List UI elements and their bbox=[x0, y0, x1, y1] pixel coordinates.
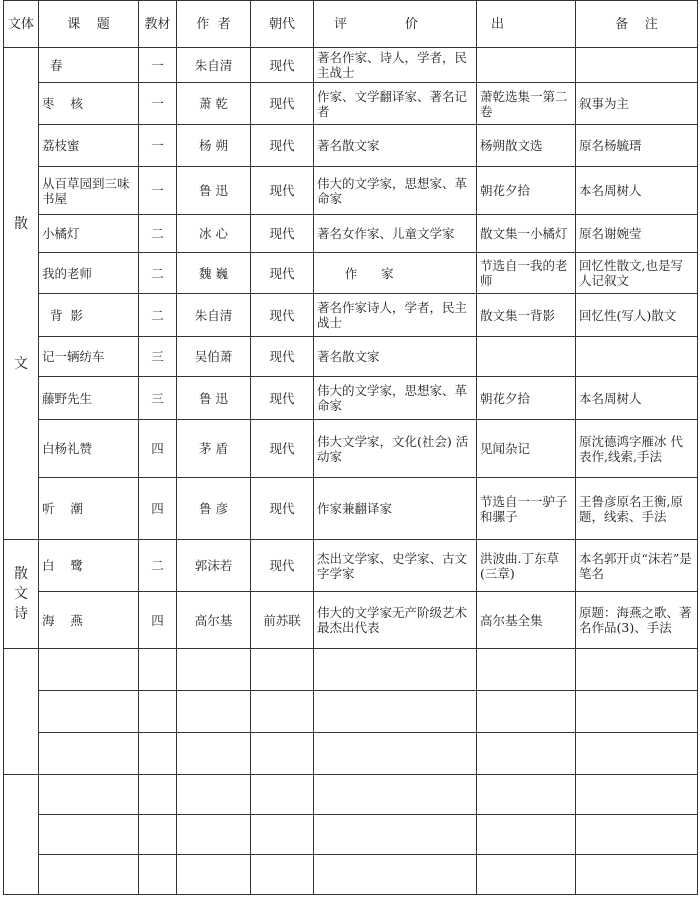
dynasty-cell: 现代 bbox=[251, 294, 314, 337]
empty-row bbox=[4, 649, 698, 691]
table-row bbox=[4, 125, 698, 167]
table-row bbox=[4, 294, 698, 337]
empty-row bbox=[4, 733, 698, 775]
author-cell: 郭沫若 bbox=[177, 540, 251, 592]
dynasty-cell: 现代 bbox=[251, 478, 314, 540]
title-cell: 白 鹭 bbox=[39, 540, 139, 592]
empty-cell bbox=[251, 855, 314, 895]
header-source: 出 bbox=[477, 1, 576, 48]
table-row bbox=[4, 253, 698, 294]
source-cell: 朝花夕拾 bbox=[477, 167, 576, 215]
book-cell: 一 bbox=[139, 83, 177, 125]
author-cell: 魏 巍 bbox=[177, 253, 251, 294]
review-cell: 著名散文家 bbox=[314, 337, 477, 377]
header-book: 教材 bbox=[139, 1, 177, 48]
note-cell bbox=[576, 337, 698, 377]
dynasty-cell: 现代 bbox=[251, 377, 314, 420]
empty-cell bbox=[39, 815, 139, 855]
dynasty-cell: 现代 bbox=[251, 253, 314, 294]
empty-cell bbox=[139, 733, 177, 775]
empty-cell bbox=[314, 775, 477, 815]
review-cell: 著名作家、诗人，学者，民主战士 bbox=[314, 48, 477, 83]
table-body bbox=[4, 48, 698, 895]
dynasty-cell: 现代 bbox=[251, 83, 314, 125]
empty-genre-cell bbox=[4, 775, 39, 895]
header-note: 备 注 bbox=[576, 1, 698, 48]
book-cell: 二 bbox=[139, 294, 177, 337]
title-cell: 海 燕 bbox=[39, 592, 139, 649]
review-cell: 伟大的文学家无产阶级艺术最杰出代表 bbox=[314, 592, 477, 649]
book-cell: 二 bbox=[139, 540, 177, 592]
dynasty-cell: 现代 bbox=[251, 215, 314, 253]
empty-cell bbox=[477, 691, 576, 733]
book-cell: 四 bbox=[139, 478, 177, 540]
note-cell: 本名周树人 bbox=[576, 167, 698, 215]
note-cell: 叙事为主 bbox=[576, 83, 698, 125]
empty-cell bbox=[251, 649, 314, 691]
table-row bbox=[4, 215, 698, 253]
empty-genre-cell bbox=[4, 649, 39, 775]
empty-cell bbox=[314, 733, 477, 775]
review-cell: 伟大的文学家，思想家、革命家 bbox=[314, 377, 477, 420]
source-cell: 高尔基全集 bbox=[477, 592, 576, 649]
book-cell: 四 bbox=[139, 592, 177, 649]
empty-cell bbox=[39, 775, 139, 815]
genre-cell: 散 文 诗 bbox=[4, 540, 39, 649]
title-cell: 藤野先生 bbox=[39, 377, 139, 420]
empty-cell bbox=[251, 691, 314, 733]
review-cell: 作家兼翻译家 bbox=[314, 478, 477, 540]
table-row bbox=[4, 420, 698, 478]
header-genre: 文体 bbox=[4, 1, 39, 48]
author-cell: 吴伯萧 bbox=[177, 337, 251, 377]
book-cell: 三 bbox=[139, 337, 177, 377]
empty-cell bbox=[251, 815, 314, 855]
source-cell: 萧乾选集一第二卷 bbox=[477, 83, 576, 125]
empty-cell bbox=[177, 691, 251, 733]
empty-cell bbox=[251, 733, 314, 775]
source-cell: 朝花夕拾 bbox=[477, 377, 576, 420]
title-cell: 听 潮 bbox=[39, 478, 139, 540]
empty-row bbox=[4, 691, 698, 733]
author-cell: 高尔基 bbox=[177, 592, 251, 649]
header-review: 评 价 bbox=[314, 1, 477, 48]
review-cell: 作家、文学翻译家、著名记者 bbox=[314, 83, 477, 125]
empty-cell bbox=[477, 733, 576, 775]
empty-cell bbox=[177, 815, 251, 855]
source-cell: 节选自一我的老师 bbox=[477, 253, 576, 294]
title-cell: 白杨礼赞 bbox=[39, 420, 139, 478]
author-cell: 鲁 迅 bbox=[177, 167, 251, 215]
review-cell: 著名女作家、儿童文学家 bbox=[314, 215, 477, 253]
dynasty-cell: 现代 bbox=[251, 337, 314, 377]
source-cell: 杨朔散文选 bbox=[477, 125, 576, 167]
dynasty-cell: 前苏联 bbox=[251, 592, 314, 649]
empty-cell bbox=[177, 649, 251, 691]
note-cell: 原沈德鸿字雁冰 代表作,线索,手法 bbox=[576, 420, 698, 478]
table-row bbox=[4, 167, 698, 215]
book-cell: 四 bbox=[139, 420, 177, 478]
empty-row bbox=[4, 855, 698, 895]
book-cell: 二 bbox=[139, 253, 177, 294]
empty-cell bbox=[139, 855, 177, 895]
empty-cell bbox=[177, 775, 251, 815]
author-cell: 鲁 彦 bbox=[177, 478, 251, 540]
empty-cell bbox=[139, 775, 177, 815]
review-cell: 著名散文家 bbox=[314, 125, 477, 167]
author-cell: 朱自清 bbox=[177, 294, 251, 337]
header-title: 课 题 bbox=[39, 1, 139, 48]
empty-cell bbox=[314, 649, 477, 691]
book-cell: 一 bbox=[139, 125, 177, 167]
book-cell: 一 bbox=[139, 48, 177, 83]
empty-cell bbox=[477, 649, 576, 691]
empty-cell bbox=[576, 815, 698, 855]
literature-table bbox=[3, 0, 698, 895]
review-cell: 伟大的文学家，思想家、革命家 bbox=[314, 167, 477, 215]
author-cell: 朱自清 bbox=[177, 48, 251, 83]
note-cell: 回忆性(写人)散文 bbox=[576, 294, 698, 337]
note-cell: 回忆性散文,也是写人记叙文 bbox=[576, 253, 698, 294]
empty-cell bbox=[576, 733, 698, 775]
empty-cell bbox=[177, 855, 251, 895]
table-row bbox=[4, 48, 698, 83]
note-cell: 本名周树人 bbox=[576, 377, 698, 420]
empty-cell bbox=[576, 649, 698, 691]
title-cell: 背 影 bbox=[39, 294, 139, 337]
source-cell bbox=[477, 48, 576, 83]
title-cell: 小橘灯 bbox=[39, 215, 139, 253]
source-cell: 节选自一一驴子和骡子 bbox=[477, 478, 576, 540]
author-cell: 冰 心 bbox=[177, 215, 251, 253]
book-cell: 二 bbox=[139, 215, 177, 253]
review-cell: 伟大文学家，文化(社会) 活动家 bbox=[314, 420, 477, 478]
empty-cell bbox=[39, 649, 139, 691]
title-cell: 荔枝蜜 bbox=[39, 125, 139, 167]
empty-cell bbox=[576, 691, 698, 733]
empty-cell bbox=[314, 815, 477, 855]
empty-cell bbox=[39, 691, 139, 733]
empty-cell bbox=[139, 815, 177, 855]
note-cell: 原名谢婉莹 bbox=[576, 215, 698, 253]
empty-cell bbox=[314, 691, 477, 733]
title-cell: 枣 核 bbox=[39, 83, 139, 125]
empty-cell bbox=[139, 649, 177, 691]
title-cell: 我的老师 bbox=[39, 253, 139, 294]
title-cell: 记一辆纺车 bbox=[39, 337, 139, 377]
table-row bbox=[4, 478, 698, 540]
note-cell: 原题：海燕之歌、著名作品(3)、手法 bbox=[576, 592, 698, 649]
author-cell: 茅 盾 bbox=[177, 420, 251, 478]
author-cell: 杨 朔 bbox=[177, 125, 251, 167]
book-cell: 三 bbox=[139, 377, 177, 420]
dynasty-cell: 现代 bbox=[251, 420, 314, 478]
title-cell: 春 bbox=[39, 48, 139, 83]
review-cell: 著名作家诗人，学者，民主战士 bbox=[314, 294, 477, 337]
dynasty-cell: 现代 bbox=[251, 167, 314, 215]
table-row bbox=[4, 540, 698, 592]
title-cell: 从百草园到三味书屋 bbox=[39, 167, 139, 215]
book-cell: 一 bbox=[139, 167, 177, 215]
empty-row bbox=[4, 775, 698, 815]
empty-cell bbox=[139, 691, 177, 733]
header-dynasty: 朝代 bbox=[251, 1, 314, 48]
source-cell: 散文集一背影 bbox=[477, 294, 576, 337]
table-row bbox=[4, 83, 698, 125]
author-cell: 萧 乾 bbox=[177, 83, 251, 125]
empty-cell bbox=[39, 733, 139, 775]
author-cell: 鲁 迅 bbox=[177, 377, 251, 420]
table-row bbox=[4, 377, 698, 420]
empty-cell bbox=[177, 733, 251, 775]
source-cell: 散文集一小橘灯 bbox=[477, 215, 576, 253]
source-cell bbox=[477, 337, 576, 377]
empty-cell bbox=[39, 855, 139, 895]
review-cell: 杰出文学家、史学家、古文字学家 bbox=[314, 540, 477, 592]
empty-cell bbox=[576, 855, 698, 895]
dynasty-cell: 现代 bbox=[251, 540, 314, 592]
empty-cell bbox=[477, 775, 576, 815]
empty-cell bbox=[477, 815, 576, 855]
note-cell: 原名杨毓瑨 bbox=[576, 125, 698, 167]
dynasty-cell: 现代 bbox=[251, 48, 314, 83]
note-cell: 本名郭开贞“沫若”是笔名 bbox=[576, 540, 698, 592]
empty-cell bbox=[251, 775, 314, 815]
empty-cell bbox=[477, 855, 576, 895]
table-row bbox=[4, 592, 698, 649]
empty-cell bbox=[314, 855, 477, 895]
header-row bbox=[4, 1, 698, 48]
note-cell: 王鲁彦原名王衡,原题，线索、手法 bbox=[576, 478, 698, 540]
table-row bbox=[4, 337, 698, 377]
empty-cell bbox=[576, 775, 698, 815]
review-cell: 作 家 bbox=[314, 253, 477, 294]
empty-row bbox=[4, 815, 698, 855]
dynasty-cell: 现代 bbox=[251, 125, 314, 167]
note-cell bbox=[576, 48, 698, 83]
header-author: 作 者 bbox=[177, 1, 251, 48]
source-cell: 见闻杂记 bbox=[477, 420, 576, 478]
source-cell: 洪波曲.丁东草(三章) bbox=[477, 540, 576, 592]
genre-cell: 散 文 bbox=[4, 48, 39, 540]
